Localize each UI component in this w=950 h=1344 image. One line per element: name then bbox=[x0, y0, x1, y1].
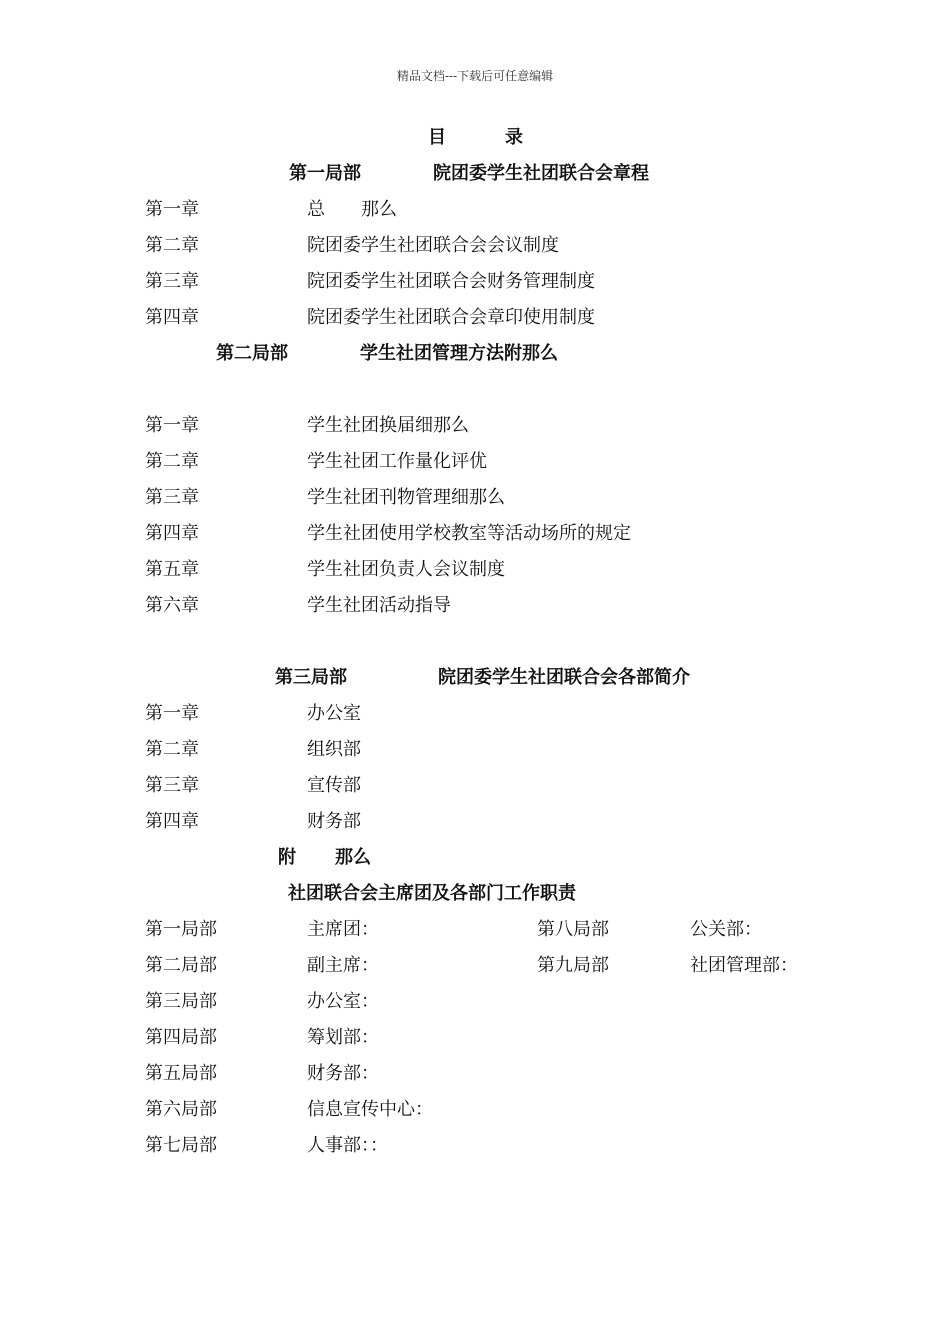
section-number: 第三局部 bbox=[145, 991, 217, 1012]
chapter-number: 第二章 bbox=[145, 739, 199, 760]
section-number: 第一局部 bbox=[145, 919, 217, 940]
chapter-title: 学生社团活动指导 bbox=[307, 595, 451, 616]
chapter-title: 办公室 bbox=[307, 703, 361, 724]
chapter-title: 院团委学生社团联合会章印使用制度 bbox=[307, 307, 595, 328]
chapter-number: 第一章 bbox=[145, 415, 199, 436]
toc-title-char-2: 录 bbox=[505, 127, 523, 148]
chapter-number: 第三章 bbox=[145, 487, 199, 508]
section-title: 人事部：： bbox=[307, 1135, 388, 1156]
section-number: 第五局部 bbox=[145, 1063, 217, 1084]
chapter-number: 第三章 bbox=[145, 775, 199, 796]
chapter-number: 第四章 bbox=[145, 811, 199, 832]
chapter-title: 学生社团负责人会议制度 bbox=[307, 559, 505, 580]
chapter-title: 院团委学生社团联合会财务管理制度 bbox=[307, 271, 595, 292]
section-title: 主席团： bbox=[307, 919, 379, 940]
chapter-title: 学生社团工作量化评优 bbox=[307, 451, 487, 472]
chapter-number: 第二章 bbox=[145, 451, 199, 472]
section-number: 第六局部 bbox=[145, 1099, 217, 1120]
section-title: 公关部： bbox=[690, 919, 762, 940]
chapter-number: 第一章 bbox=[145, 703, 199, 724]
chapter-title: 学生社团使用学校教室等活动场所的规定 bbox=[307, 523, 631, 544]
chapter-number: 第三章 bbox=[145, 271, 199, 292]
part2-title: 学生社团管理方法附那么 bbox=[360, 343, 558, 364]
chapter-number: 第二章 bbox=[145, 235, 199, 256]
chapter-number: 第五章 bbox=[145, 559, 199, 580]
chapter-title: 宣传部 bbox=[307, 775, 361, 796]
section-title: 信息宣传中心： bbox=[307, 1099, 433, 1120]
part3-title: 院团委学生社团联合会各部简介 bbox=[438, 667, 690, 688]
appendix-label-char-2: 那么 bbox=[335, 847, 371, 868]
part1-label: 第一局部 bbox=[289, 163, 361, 184]
section-number: 第二局部 bbox=[145, 955, 217, 976]
chapter-title: 学生社团刊物管理细那么 bbox=[307, 487, 505, 508]
chapter-number: 第六章 bbox=[145, 595, 199, 616]
chapter-number: 第四章 bbox=[145, 523, 199, 544]
chapter-title: 学生社团换届细那么 bbox=[307, 415, 469, 436]
chapter-title: 院团委学生社团联合会会议制度 bbox=[307, 235, 559, 256]
section-number: 第八局部 bbox=[537, 919, 609, 940]
section-number: 第四局部 bbox=[145, 1027, 217, 1048]
chapter-number: 第一章 bbox=[145, 199, 199, 220]
chapter-number: 第四章 bbox=[145, 307, 199, 328]
page-header: 精品文档---下载后可任意编辑 bbox=[396, 69, 554, 83]
section-title: 办公室： bbox=[307, 991, 379, 1012]
section-number: 第九局部 bbox=[537, 955, 609, 976]
appendix-subtitle: 社团联合会主席团及各部门工作职责 bbox=[288, 883, 576, 904]
part3-label: 第三局部 bbox=[275, 667, 347, 688]
chapter-title: 总 那么 bbox=[307, 199, 397, 220]
section-title: 副主席： bbox=[307, 955, 379, 976]
section-title: 筹划部： bbox=[307, 1027, 379, 1048]
appendix-label-char-1: 附 bbox=[278, 847, 296, 868]
chapter-title: 财务部 bbox=[307, 811, 361, 832]
toc-title-char-1: 目 bbox=[428, 127, 446, 148]
chapter-title: 组织部 bbox=[307, 739, 361, 760]
part2-label: 第二局部 bbox=[216, 343, 288, 364]
section-number: 第七局部 bbox=[145, 1135, 217, 1156]
part1-title: 院团委学生社团联合会章程 bbox=[433, 163, 649, 184]
section-title: 社团管理部： bbox=[690, 955, 798, 976]
section-title: 财务部： bbox=[307, 1063, 379, 1084]
